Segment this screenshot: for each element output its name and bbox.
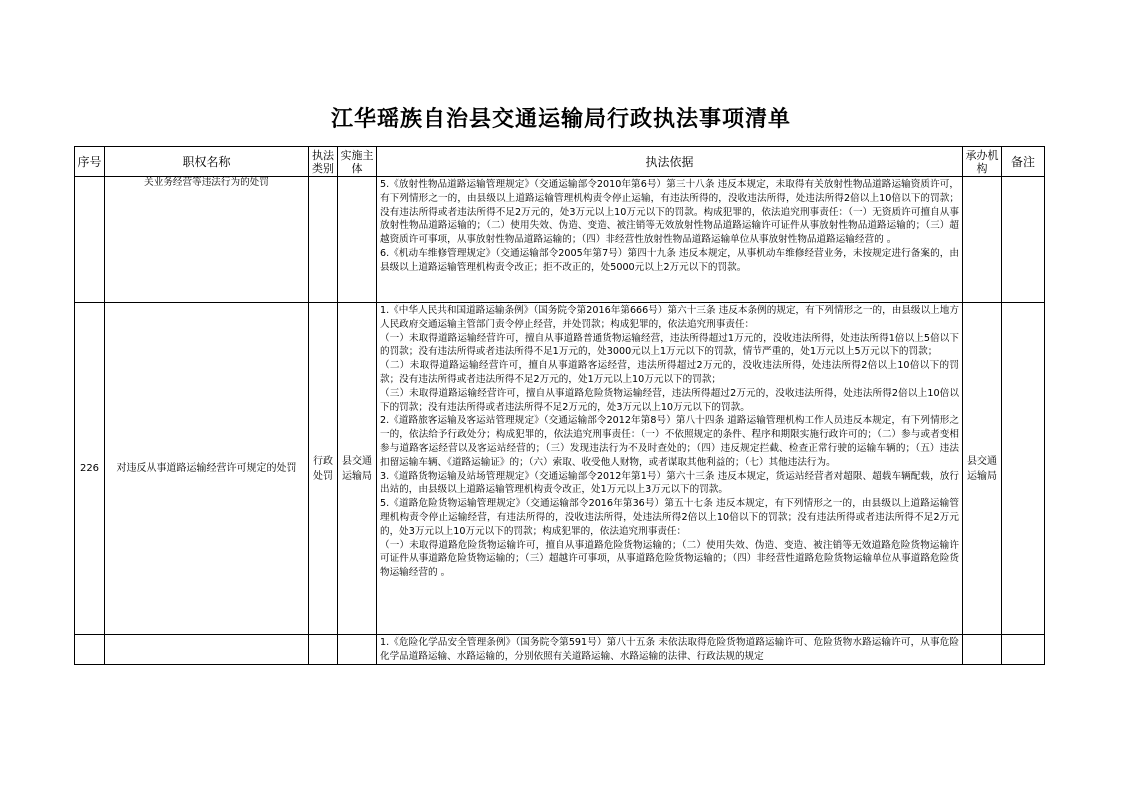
header-category: 执法类别 <box>309 147 338 177</box>
row-seq <box>75 177 105 303</box>
row-name: 关业务经营等违法行为的处罚 <box>105 177 309 303</box>
enforcement-table <box>74 146 1045 665</box>
row-remark <box>1002 177 1045 303</box>
row-basis <box>377 177 963 303</box>
row-agency <box>963 635 1002 665</box>
table-row <box>75 177 1045 303</box>
basis-paragraph: 5.《放射性物品道路运输管理规定》（交通运输部令2010年第6号）第三十八条 违反本规定，未取得有关放射性物品道路运输资质许可，有下列情形之一的，由县级以上道路运输管理机构责令停止运输，有违法所得的，没收违法所得，处违法所得2倍以上10倍以下的罚款；没有违法所得或者违法所得不足2万元的，处3万元以上10万元以下的罚款。构成犯罪的，依法追究刑事责任：（一）无资质许可擅自从事放射性物品道路运输的；（二）使用失效、伪造、变造、被注销等无效放射性物品道路运输许可证件从事放射性物品道路运输的；（三）超越资质许可事项，从事放射性物品道路运输的；（四）非经营性放射性物品道路运输单位从事放射性物品道路运输经营的 。 <box>380 179 959 246</box>
row-category <box>309 177 338 303</box>
basis-paragraph: 1.《中华人民共和国道路运输条例》（国务院令第2016年第666号）第六十三条 违反本条例的规定，有下列情形之一的，由县级以上地方人民政府交通运输主管部门责令停止经营，并处罚款；构成犯罪的，依法追究刑事责任： <box>380 305 959 330</box>
basis-paragraph: 5.《道路危险货物运输管理规定》（交通运输部令2016年第36号）第五十七条 违反本规定，有下列情形之一的，由县级以上道路运输管理机构责令停止运输经营，有违法所得的，没收违法所得，处违法所得2倍以上10倍以下的罚款；没有违法所得或者违法所得不足2万元的，处3万元以上10万元以下的罚款；构成犯罪的，依法追究刑事责任： <box>380 498 959 537</box>
basis-paragraph: （一）未取得道路危险货物运输许可，擅自从事道路危险货物运输的；（二）使用失效、伪造、变造、被注销等无效道路危险货物运输许可证件从事道路危险货物运输的；（三）超越许可事项，从事道路危险货物运输的；（四）非经营性道路危险货物运输单位从事道路危险货物运输经营的 。 <box>380 539 959 579</box>
basis-paragraph: （二）未取得道路运输经营许可，擅自从事道路客运经营，违法所得超过2万元的，没收违法所得，处违法所得2倍以上10倍以下的罚款；没有违法所得或者违法所得不足2万元的，处1万元以上10万元以下的罚款； <box>380 360 959 385</box>
row-name <box>105 635 309 665</box>
table-row <box>75 303 1045 635</box>
row-subject: 县交通运输局 <box>338 303 377 635</box>
basis-paragraph: 3.《道路货物运输及站场管理规定》（交通运输部令2012年第1号）第六十三条 违反本规定，货运站经营者对超限、超载车辆配载，放行出站的，由县级以上道路运输管理机构责令改正，处1万元以上3万元以下的罚款。 <box>380 470 959 496</box>
basis-paragraph: 6.《机动车维修管理规定》（交通运输部令2005年第7号）第四十九条 违反本规定，从事机动车维修经营业务，未按规定进行备案的，由县级以上道路运输管理机构责令改正；拒不改正的，处5000元以上2万元以下的罚款。 <box>380 247 959 273</box>
basis-paragraph: 2.《道路旅客运输及客运站管理规定》（交通运输部令2012年第8号）第八十四条 道路运输管理机构工作人员违反本规定，有下列情形之一的，依法给予行政处分；构成犯罪的，依法追究刑事责任：（一）不依照规定的条件、程序和期限实施行政许可的；（二）参与或者变相参与道路客运经营以及客运站经营的；（三）发现违法行为不及时查处的；（四）违反规定拦截、检查正常行驶的运输车辆的；（五）违法扣留运输车辆、《道路运输证》的；（六）索取、收受他人财物，或者谋取其他利益的；（七）其他违法行为。 <box>380 415 959 468</box>
row-basis <box>377 303 963 635</box>
header-name: 职权名称 <box>105 147 309 177</box>
row-remark <box>1002 303 1045 635</box>
row-agency <box>963 177 1002 303</box>
row-basis <box>377 635 963 665</box>
row-name: 对违反从事道路运输经营许可规定的处罚 <box>105 303 309 635</box>
header-remark: 备注 <box>1002 147 1045 177</box>
row-remark <box>1002 635 1045 665</box>
row-subject <box>338 177 377 303</box>
table-header-row <box>75 147 1045 177</box>
row-seq: 226 <box>75 303 105 635</box>
page-title: 江华瑶族自治县交通运输局行政执法事项清单 <box>330 107 791 132</box>
row-subject <box>338 635 377 665</box>
basis-paragraph: 1.《危险化学品安全管理条例》（国务院令第591号）第八十五条 未依法取得危险货物道路运输许可、危险货物水路运输许可，从事危险化学品道路运输、水路运输的，分别依照有关道路运输、水路运输的法律、行政法规的规定 <box>380 637 959 662</box>
row-seq <box>75 635 105 665</box>
row-agency: 县交通运输局 <box>963 303 1002 635</box>
basis-paragraph: （一）未取得道路运输经营许可，擅自从事道路普通货物运输经营，违法所得超过1万元的，没收违法所得，处违法所得1倍以上5倍以下的罚款；没有违法所得或者违法所得不足1万元的，处3000元以上1万元以下的罚款，情节严重的，处1万元以上5万元以下的罚款； <box>380 332 959 358</box>
header-subject: 实施主体 <box>338 147 377 177</box>
header-seq: 序号 <box>75 147 105 177</box>
row-category: 行政处罚 <box>309 303 338 635</box>
basis-paragraph: （三）未取得道路运输经营许可，擅自从事道路危险货物运输经营，违法所得超过2万元的，没收违法所得，处违法所得2倍以上10倍以下的罚款；没有违法所得或者违法所得不足2万元的，处3万元以上10万元以下的罚款。 <box>380 387 959 413</box>
table-row <box>75 635 1045 665</box>
header-agency: 承办机构 <box>963 147 1002 177</box>
row-category <box>309 635 338 665</box>
header-basis: 执法依据 <box>377 147 963 177</box>
